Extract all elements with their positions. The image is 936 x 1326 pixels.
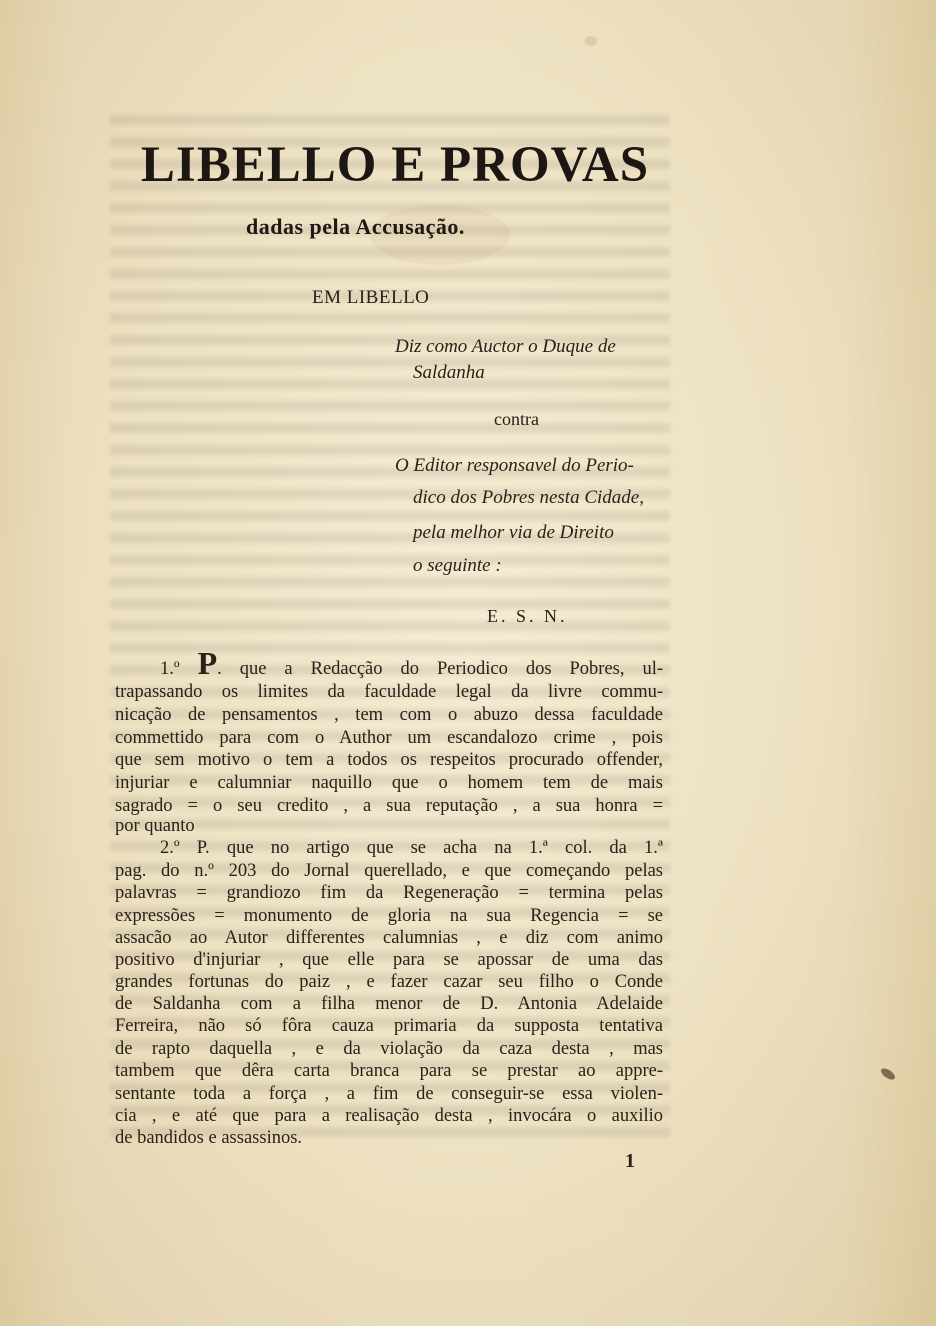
paragraph-line: commettido para com o Author um escandalozo crime , pois <box>115 728 663 748</box>
paper-stain <box>585 36 597 46</box>
paragraph-line: nicação de pensamentos , tem com o abuzo dessa faculdade <box>115 705 663 725</box>
paper-stain <box>879 1066 897 1082</box>
section-heading: EM LIBELLO <box>312 287 430 308</box>
paragraph-line: palavras = grandiozo fim da Regeneração = termina pelas <box>115 883 663 903</box>
paragraph-line: pag. do n.º 203 do Jornal querellado, e que começando pelas <box>115 861 663 881</box>
defendant-line: dico dos Pobres nesta Cidade, <box>413 487 644 508</box>
defendant-line: o seguinte : <box>413 555 502 576</box>
paragraph-line: grandes fortunas do paiz , e fazer cazar seu filho o Conde <box>115 972 663 992</box>
author-line: Saldanha <box>413 362 485 383</box>
paragraph-line: de Saldanha com a filha menor de D. Antonia Adelaide <box>115 994 663 1014</box>
paragraph-text: . que a Redacção do Periodico dos Pobres, ul- <box>217 659 663 679</box>
paragraph-line: de bandidos e assassinos. <box>115 1128 303 1148</box>
paragraph-line <box>160 645 663 681</box>
contra-label: contra <box>494 409 539 429</box>
page-subtitle: dadas pela Accusação. <box>246 214 465 239</box>
paragraph-line: 2.º P. que no artigo que se acha na 1.ª col. da 1.ª <box>160 838 663 858</box>
page-title: LIBELLO E PROVAS <box>140 137 650 193</box>
paragraph-line: assacão ao Autor differentes calumnias , e diz com animo <box>115 928 663 948</box>
paragraph-line: sentante toda a força , a fim de conseguir-se essa violen- <box>115 1084 663 1104</box>
defendant-line: pela melhor via de Direito <box>413 522 614 543</box>
paragraph-line: tambem que dêra carta branca para se prestar ao appre- <box>115 1061 663 1081</box>
page-number: 1 <box>625 1150 635 1172</box>
paragraph-line: de rapto daquella , e da violação da caza desta , mas <box>115 1039 663 1059</box>
paragraph-line: positivo d'injuriar , que elle para se apossar de uma das <box>115 950 663 970</box>
paragraph-line: por quanto <box>115 816 195 836</box>
paragraph-line: trapassando os limites da faculdade legal da livre commu- <box>115 682 663 702</box>
paragraph-line: injuriar e calumniar naquillo que o homem tem de mais <box>115 773 663 793</box>
drop-capital: P <box>197 645 218 681</box>
defendant-line: O Editor responsavel do Perio- <box>395 455 634 476</box>
esn-heading: E. S. N. <box>487 606 568 626</box>
paragraph-line: Ferreira, não só fôra cauza primaria da supposta tentativa <box>115 1016 663 1036</box>
paragraph-line: cia , e até que para a realisação desta , invocára o auxilio <box>115 1106 663 1126</box>
author-line: Diz como Auctor o Duque de <box>395 336 616 357</box>
paragraph-line: expressões = monumento de gloria na sua Regencia = se <box>115 906 663 926</box>
paragraph-number: 1.º <box>160 659 180 679</box>
paragraph-line: que sem motivo o tem a todos os respeitos procurado offender, <box>115 750 663 770</box>
paragraph-line: sagrado = o seu credito , a sua reputação , a sua honra = <box>115 796 663 816</box>
